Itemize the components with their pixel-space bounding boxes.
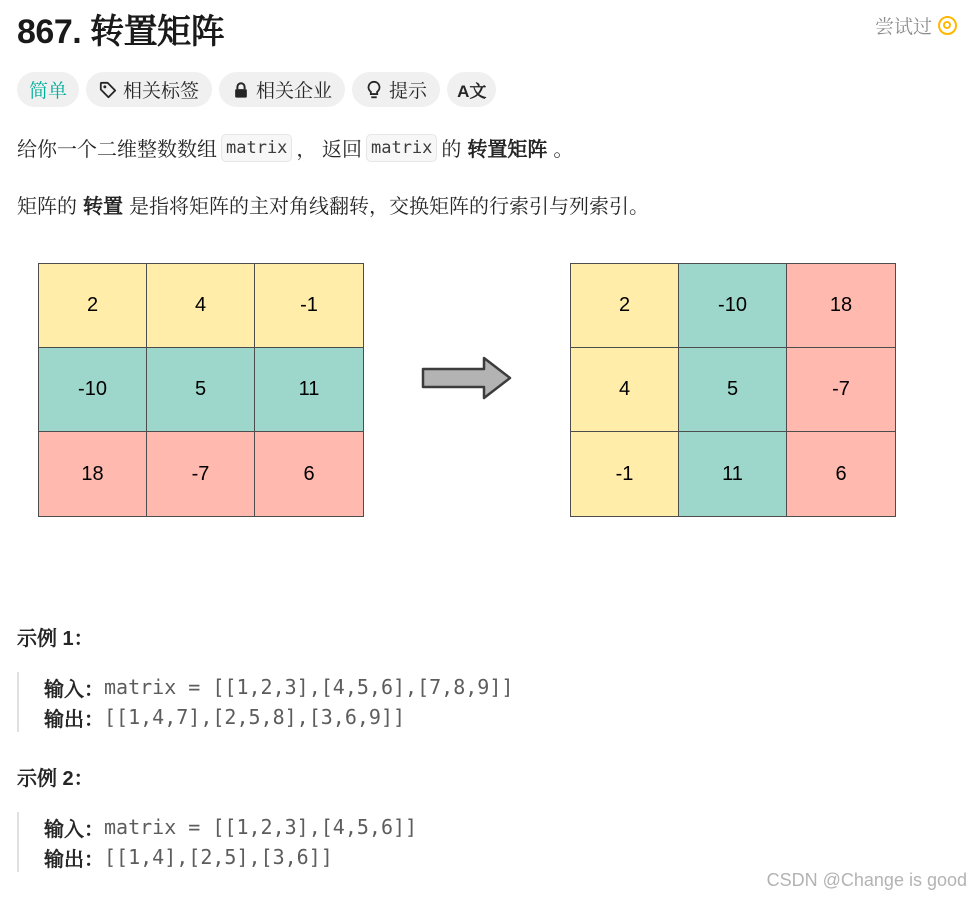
desc-text: 给你一个二维整数数组	[17, 139, 217, 161]
example-output-line	[44, 702, 513, 732]
related-tags-button[interactable]	[86, 72, 212, 107]
example-output-label: 输出：	[44, 708, 104, 731]
example-output-value: [[1,4,7],[2,5,8],[3,6,9]]	[104, 705, 406, 729]
translate-button[interactable]	[447, 72, 496, 107]
hint-label: 提示	[389, 81, 428, 102]
attempt-status	[875, 12, 957, 39]
translate-icon: A文	[457, 82, 487, 101]
page-title: 867. 转置矩阵	[17, 13, 225, 51]
desc-bold: 转置	[83, 196, 123, 218]
matrix-cell: 6	[787, 432, 895, 516]
matrix-cell: 5	[147, 348, 255, 432]
transpose-arrow-icon	[420, 355, 514, 401]
desc-text: ， 返回	[296, 139, 362, 161]
example-2-title: 示例 2：	[17, 768, 94, 790]
matrix-cell: -1	[571, 432, 679, 516]
tag-bar	[17, 72, 496, 107]
matrix-cell: -7	[147, 432, 255, 516]
example-input-label: 输入：	[44, 678, 104, 701]
matrix-cell: -1	[255, 264, 363, 348]
example-input-value: matrix = [[1,2,3],[4,5,6]]	[104, 815, 418, 839]
attempted-icon	[938, 16, 957, 35]
watermark: CSDN @Change is good	[766, 870, 967, 890]
inline-code: matrix	[366, 134, 437, 162]
example-1-block	[17, 672, 513, 732]
example-output-line	[44, 842, 417, 872]
original-matrix	[38, 263, 364, 517]
lock-icon	[232, 81, 250, 99]
inline-code: matrix	[221, 134, 292, 162]
matrix-cell: -7	[787, 348, 895, 432]
matrix-cell: 4	[147, 264, 255, 348]
tag-icon	[99, 81, 117, 99]
example-1-title: 示例 1：	[17, 628, 94, 650]
matrix-cell: 2	[571, 264, 679, 348]
desc-text: 的	[441, 139, 462, 161]
example-input-line	[44, 672, 513, 702]
matrix-cell: 2	[39, 264, 147, 348]
desc-text: 是指将矩阵的主对角线翻转，交换矩阵的行索引与列索引。	[129, 196, 649, 218]
example-input-line	[44, 812, 417, 842]
desc-text: 矩阵的	[17, 196, 77, 218]
matrix-cell: 6	[255, 432, 363, 516]
matrix-cell: 5	[679, 348, 787, 432]
transposed-matrix	[570, 263, 896, 517]
hint-button[interactable]	[352, 72, 440, 107]
matrix-cell: 11	[679, 432, 787, 516]
lightbulb-icon	[365, 80, 383, 100]
related-companies-label: 相关企业	[256, 81, 333, 102]
related-tags-label: 相关标签	[123, 81, 200, 102]
example-input-value: matrix = [[1,2,3],[4,5,6],[7,8,9]]	[104, 675, 514, 699]
example-2-block	[17, 812, 417, 872]
example-output-label: 输出：	[44, 848, 104, 871]
description-paragraph-2	[17, 190, 649, 219]
difficulty-badge[interactable]	[17, 72, 79, 107]
matrix-cell: -10	[679, 264, 787, 348]
example-output-value: [[1,4],[2,5],[3,6]]	[104, 845, 333, 869]
difficulty-label: 简单	[29, 81, 68, 102]
desc-bold: 转置矩阵	[467, 139, 548, 161]
matrix-cell: -10	[39, 348, 147, 432]
description-paragraph-1	[17, 133, 573, 162]
matrix-cell: 18	[787, 264, 895, 348]
title-row	[17, 4, 957, 51]
desc-text: 。	[553, 139, 574, 161]
matrix-cell: 11	[255, 348, 363, 432]
related-companies-button[interactable]	[219, 72, 345, 107]
attempt-status-label: 尝试过	[874, 17, 932, 38]
matrix-cell: 18	[39, 432, 147, 516]
matrix-cell: 4	[571, 348, 679, 432]
example-input-label: 输入：	[44, 818, 104, 841]
